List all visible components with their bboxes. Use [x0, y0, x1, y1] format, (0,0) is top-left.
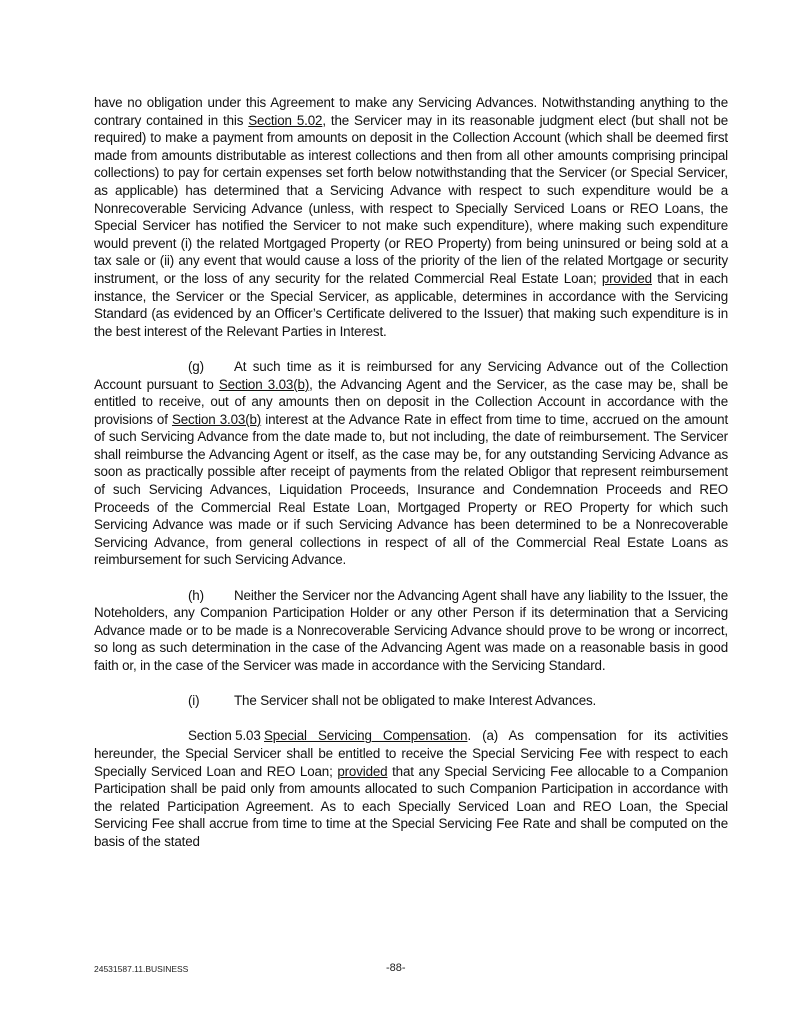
- section-5-02-reference: Section 5.02: [248, 112, 323, 128]
- paragraph-h: (h) Neither the Servicer nor the Advancing Agent shall have any liability to the Issuer, the Noteholders, any Companion Participation Holder or any other Person if its determination that a Servicing Advance made or to be made is a Nonrecoverable Servicing Advance should prove to be wrong or incorrect, so long as such determination in the case of the Advancing Agent was made on a reasonable basis in good faith or, in the case of the Servicer was made in accordance with the Servicing Standard.: [94, 587, 728, 673]
- paragraph-marker-i: (i): [188, 693, 200, 709]
- section-3-03b-reference: Section 3.03(b): [218, 376, 310, 392]
- paragraph-i: (i) The Servicer shall not be obligated to make Interest Advances.: [188, 693, 597, 709]
- paragraph-marker-h: (h): [188, 587, 204, 603]
- section-title: Special Servicing Compensation: [264, 728, 468, 744]
- section-3-03b-reference: Section 3.03(b): [171, 411, 262, 427]
- provided-emphasis: provided: [337, 763, 388, 779]
- page-number: -88-: [386, 962, 406, 974]
- document-id: 24531587.11.BUSINESS: [94, 964, 189, 974]
- paragraph-marker-g: (g): [188, 358, 204, 374]
- paragraph-g: (g) At such time as it is reimbursed for any Servicing Advance out of the Collection Account pursuant to Section 3.03(b), the Advancing Agent and the Servicer, as the case may be, shall be entitled to receive, out of any amounts then on deposit in the Collection Account in accordance with the provisions of Section 3.03(b) interest at the Advance Rate in effect from time to time, accrued on the amount of such Servicing Advance from the date made to, but not including, the date of reimbursement. The Servicer shall reimburse the Advancing Agent or itself, as the case may be, for any outstanding Servicing Advance as soon as practically possible after receipt of payments from the related Obligor that represent reimbursement of such Servicing Advances, Liquidation Proceeds, Insurance and Condemnation Proceeds and REO Proceeds of the Commercial Real Estate Loan, Mortgaged Property or REO Property for which such Servicing Advance was made or if such Servicing Advance has been determined to be a Nonrecoverable Servicing Advance, from general collections in respect of all of the Commercial Real Estate Loans as reimbursement for such Servicing Advance.: [94, 358, 729, 568]
- section-5-03: Section 5.03 Special Servicing Compensation. (a) As compensation for its activities hereunder, the Special Servicer shall be entitled to receive the Special Servicing Fee with respect to each Specially Serviced Loan and REO Loan; provided that any Special Servicing Fee allocable to a Companion Participation shall be paid only from amounts allocated to such Companion Participation in accordance with the related Participation Agreement. As to each Specially Serviced Loan and REO Loan, the Special Servicing Fee shall accrue from time to time at the Special Servicing Fee Rate and shall be computed on the basis of the stated: [94, 728, 729, 849]
- document-page: [94, 94, 728, 868]
- paragraph-f-continued: have no obligation under this Agreement to make any Servicing Advances. Notwithstanding anything to the contrary contained in this Section 5.02, the Servicer may in its reasonable judgment elect (but shall not be required) to make a payment from amounts on deposit in the Collection Account (which shall be deemed first made from amounts distributable as interest collections and then from all other amounts comprising principal collections) to pay for certain expenses set forth below notwithstanding that the Servicer (or Special Servicer, as applicable) has determined that a Servicing Advance with respect to such expenditure would be a Nonrecoverable Servicing Advance (unless, with respect to Specially Serviced Loans or REO Loans, the Special Servicer has notified the Servicer to not make such expenditure), where making such expenditure would prevent (i) the related Mortgaged Property (or REO Property) from being uninsured or being sold at a tax sale or (ii) any event that would cause a loss of the priority of the lien of the related Mortgage or security instrument, or the loss of any security for the related Commercial Real Estate Loan; provided that in each instance, the Servicer or the Special Servicer, as applicable, determines in accordance with the Servicing Standard (as evidenced by an Officer’s Certificate delivered to the Issuer) that making such expenditure is in the best interest of the Relevant Parties in Interest.: [94, 95, 729, 339]
- provided-emphasis: provided: [601, 270, 652, 286]
- section-number: Section 5.03: [188, 728, 261, 744]
